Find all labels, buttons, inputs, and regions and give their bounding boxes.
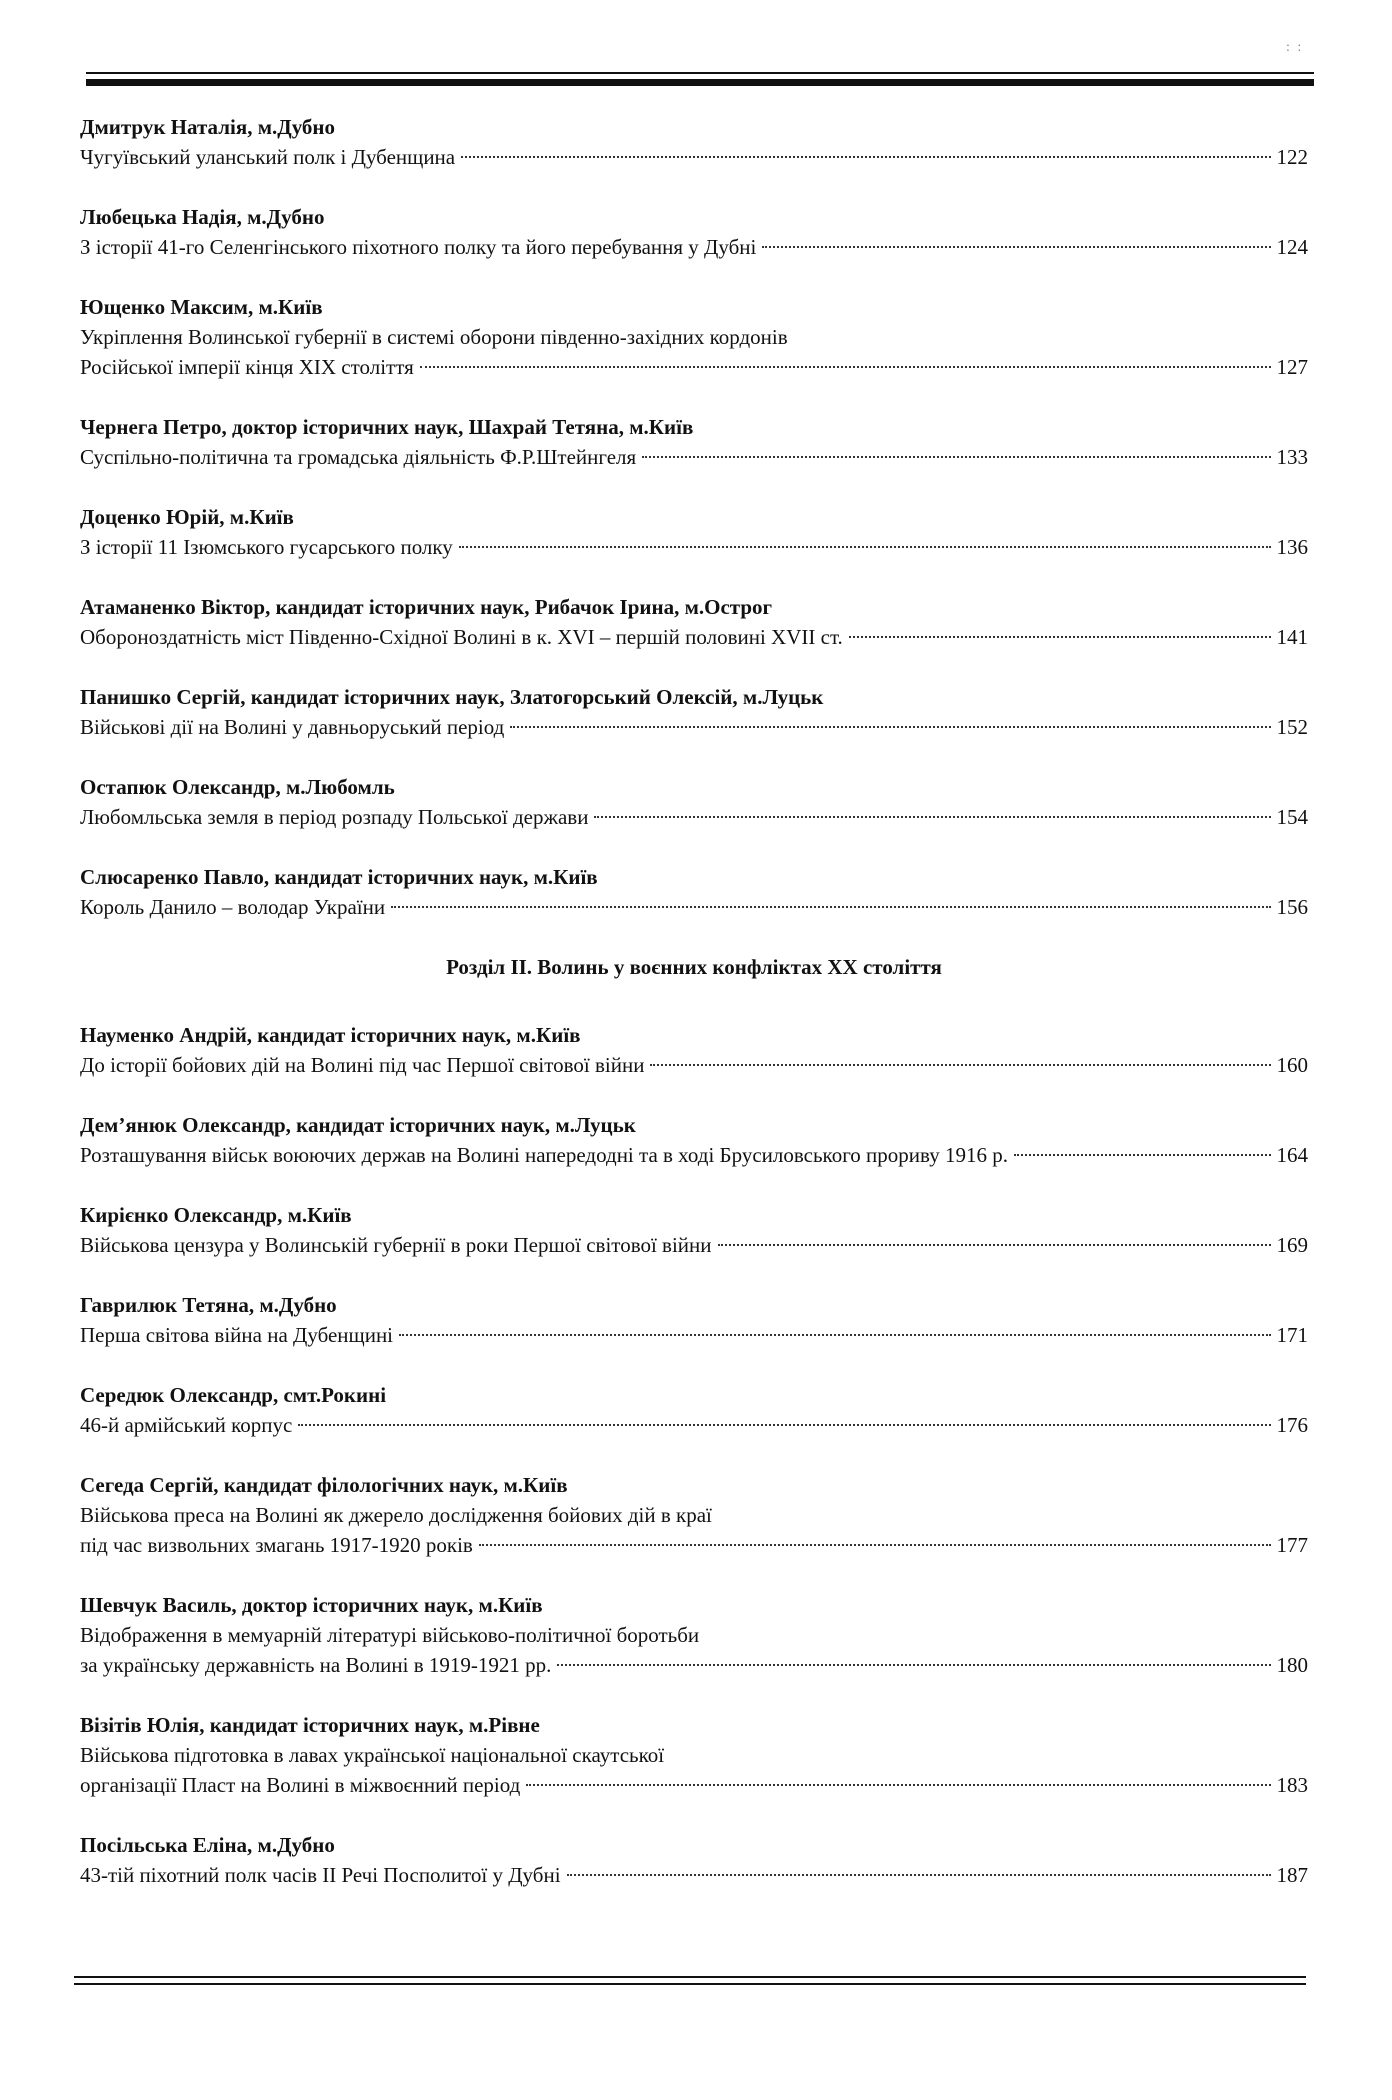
entry-page-number: 169 xyxy=(1276,1233,1308,1257)
entry-title: Суспільно-політична та громадська діяльність Ф.Р.Штейнгеля xyxy=(80,445,637,469)
dot-leader xyxy=(594,815,1270,818)
bottom-rule-upper xyxy=(74,1976,1306,1978)
entry-title-row xyxy=(80,1860,1308,1890)
entry-author: Науменко Андрій, кандидат історичних наук, м.Київ xyxy=(80,1023,581,1047)
entry-title-row xyxy=(80,142,1308,172)
entry-author: Посільська Еліна, м.Дубно xyxy=(80,1833,335,1857)
entry-title-row xyxy=(80,442,1308,472)
toc-entry xyxy=(80,292,1308,382)
top-rule-thin xyxy=(86,72,1314,74)
entry-title: Російської імперії кінця XIX століття xyxy=(80,355,414,379)
section-heading: Розділ II. Волинь у воєнних конфліктах XX століття xyxy=(446,955,942,979)
entry-title: Військові дії на Волині у давньоруський період xyxy=(80,715,505,739)
entry-page-number: 171 xyxy=(1276,1323,1308,1347)
dot-leader xyxy=(298,1423,1270,1426)
toc-entry xyxy=(80,1590,1308,1680)
entry-author: Середюк Олександр, смт.Рокині xyxy=(80,1383,387,1407)
toc-entry xyxy=(80,502,1308,562)
corner-mark: : : xyxy=(1286,40,1304,55)
dot-leader xyxy=(650,1063,1270,1066)
entry-page-number: 152 xyxy=(1276,715,1308,739)
entry-author: Панишко Сергій, кандидат історичних наук, Златогорський Олексій, м.Луцьк xyxy=(80,685,824,709)
entry-title: До історії бойових дій на Волині під час Першої світової війни xyxy=(80,1053,645,1077)
entry-page-number: 180 xyxy=(1276,1653,1308,1677)
toc-entry xyxy=(80,772,1308,832)
toc-entry xyxy=(80,202,1308,262)
entry-page-number: 133 xyxy=(1276,445,1308,469)
entry-title: Військова цензура у Волинській губернії в роки Першої світової війни xyxy=(80,1233,712,1257)
entry-title: Розташування військ воюючих держав на Волині напередодні та в ході Брусиловського прориву 1916 р. xyxy=(80,1143,1008,1167)
entry-title-row xyxy=(80,1650,1308,1680)
entry-title-row xyxy=(80,532,1308,562)
dot-leader xyxy=(420,365,1271,368)
entry-author: Чернега Петро, доктор історичних наук, Шахрай Тетяна, м.Київ xyxy=(80,415,694,439)
toc-entry xyxy=(80,682,1308,742)
toc-entry xyxy=(80,1830,1308,1890)
entry-title-row xyxy=(80,1770,1308,1800)
entry-title: організації Пласт на Волині в міжвоєнний період xyxy=(80,1773,521,1797)
entry-title-line: Укріплення Волинської губернії в системі оборони південно-західних кордонів xyxy=(80,325,788,349)
entry-title-row xyxy=(80,622,1308,652)
entry-title-row xyxy=(80,892,1308,922)
dot-leader xyxy=(510,725,1270,728)
entry-page-number: 127 xyxy=(1276,355,1308,379)
entry-title-row xyxy=(80,802,1308,832)
dot-leader xyxy=(526,1783,1270,1786)
dot-leader xyxy=(461,155,1270,158)
entry-title: 46-й армійський корпус xyxy=(80,1413,293,1437)
entry-page-number: 156 xyxy=(1276,895,1308,919)
entry-author: Атаманенко Віктор, кандидат історичних наук, Рибачок Ірина, м.Острог xyxy=(80,595,773,619)
entry-page-number: 141 xyxy=(1276,625,1308,649)
entry-title: Любомльська земля в період розпаду Польської держави xyxy=(80,805,589,829)
toc-entry xyxy=(80,1470,1308,1560)
entry-title-row xyxy=(80,1230,1308,1260)
entry-author: Доценко Юрій, м.Київ xyxy=(80,505,294,529)
entry-title-line: Військова підготовка в лавах української національної скаутської xyxy=(80,1743,665,1767)
dot-leader xyxy=(718,1243,1271,1246)
table-of-contents xyxy=(80,112,1308,1920)
toc-entry xyxy=(80,1290,1308,1350)
entry-author: Шевчук Василь, доктор історичних наук, м.Київ xyxy=(80,1593,543,1617)
entry-author: Гаврилюк Тетяна, м.Дубно xyxy=(80,1293,337,1317)
entry-author: Сегеда Сергій, кандидат філологічних наук, м.Київ xyxy=(80,1473,568,1497)
entry-author: Слюсаренко Павло, кандидат історичних наук, м.Київ xyxy=(80,865,598,889)
toc-entry xyxy=(80,592,1308,652)
entry-title-row xyxy=(80,1530,1308,1560)
toc-entry xyxy=(80,1710,1308,1800)
entry-author: Дем’янюк Олександр, кандидат історичних наук, м.Луцьк xyxy=(80,1113,636,1137)
toc-entry xyxy=(80,112,1308,172)
toc-entry xyxy=(80,1110,1308,1170)
entry-title-row xyxy=(80,1140,1308,1170)
entry-title: за українську державність на Волині в 1919-1921 рр. xyxy=(80,1653,552,1677)
entry-page-number: 187 xyxy=(1276,1863,1308,1887)
dot-leader xyxy=(391,905,1270,908)
entry-author: Візітів Юлія, кандидат історичних наук, м.Рівне xyxy=(80,1713,540,1737)
toc-part-1 xyxy=(80,112,1308,922)
toc-entry xyxy=(80,862,1308,922)
dot-leader xyxy=(399,1333,1270,1336)
entry-title: Обороноздатність міст Південно-Східної Волині в к. XVI – першій половині XVII ст. xyxy=(80,625,843,649)
entry-page-number: 164 xyxy=(1276,1143,1308,1167)
entry-page-number: 136 xyxy=(1276,535,1308,559)
entry-author: Остапюк Олександр, м.Любомль xyxy=(80,775,395,799)
entry-page-number: 183 xyxy=(1276,1773,1308,1797)
entry-author: Дмитрук Наталія, м.Дубно xyxy=(80,115,336,139)
entry-title-row xyxy=(80,1050,1308,1080)
toc-entry xyxy=(80,1380,1308,1440)
dot-leader xyxy=(459,545,1271,548)
entry-page-number: 176 xyxy=(1276,1413,1308,1437)
entry-title-line: Відображення в мемуарній літературі військово-політичної боротьби xyxy=(80,1623,700,1647)
top-rule-thick xyxy=(86,79,1314,86)
toc-entry xyxy=(80,412,1308,472)
entry-page-number: 154 xyxy=(1276,805,1308,829)
entry-title: З історії 11 Ізюмського гусарського полку xyxy=(80,535,453,559)
dot-leader xyxy=(567,1873,1271,1876)
entry-title: Чугуївський уланський полк і Дубенщина xyxy=(80,145,456,169)
dot-leader xyxy=(849,635,1271,638)
dot-leader xyxy=(479,1543,1271,1546)
dot-leader xyxy=(642,455,1270,458)
entry-author: Ющенко Максим, м.Київ xyxy=(80,295,323,319)
entry-title-row xyxy=(80,1410,1308,1440)
dot-leader xyxy=(1014,1153,1271,1156)
entry-title-row xyxy=(80,712,1308,742)
entry-title: під час визвольних змагань 1917-1920 років xyxy=(80,1533,473,1557)
entry-title-row xyxy=(80,352,1308,382)
entry-page-number: 160 xyxy=(1276,1053,1308,1077)
entry-page-number: 124 xyxy=(1276,235,1308,259)
toc-entry xyxy=(80,1020,1308,1080)
entry-page-number: 177 xyxy=(1276,1533,1308,1557)
entry-title: Король Данило – володар України xyxy=(80,895,386,919)
entry-title: З історії 41-го Селенгінського піхотного полку та його перебування у Дубні xyxy=(80,235,757,259)
entry-author: Кирієнко Олександр, м.Київ xyxy=(80,1203,352,1227)
toc-part-2 xyxy=(80,1020,1308,1890)
entry-title: Перша світова війна на Дубенщині xyxy=(80,1323,394,1347)
entry-title: 43-тій піхотний полк часів II Речі Посполитої у Дубні xyxy=(80,1863,561,1887)
dot-leader xyxy=(557,1663,1270,1666)
entry-title-row xyxy=(80,232,1308,262)
entry-title-row xyxy=(80,1320,1308,1350)
toc-entry xyxy=(80,1200,1308,1260)
dot-leader xyxy=(762,245,1270,248)
entry-author: Любецька Надія, м.Дубно xyxy=(80,205,325,229)
entry-page-number: 122 xyxy=(1276,145,1308,169)
bottom-rule-lower xyxy=(74,1983,1306,1985)
entry-title-line: Військова преса на Волині як джерело дослідження бойових дій в краї xyxy=(80,1503,712,1527)
